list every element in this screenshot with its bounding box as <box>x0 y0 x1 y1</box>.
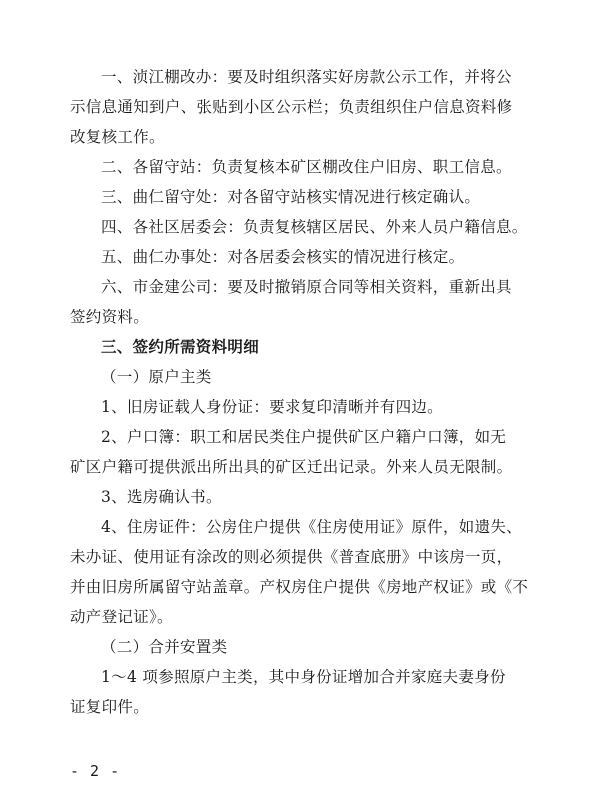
text-line: 六、市金建公司：要及时撤销原合同等相关资料，重新出具 <box>101 278 512 296</box>
text-line: 二、各留守站：负责复核本矿区棚改住户旧房、职工信息。 <box>101 158 512 176</box>
item-housing-certificate <box>70 512 548 632</box>
text-line: 并由旧房所属留守站盖章。产权房住户提供《房地产权证》或《不 <box>70 578 529 596</box>
paragraph-quren-office <box>70 182 548 212</box>
text-line: 示信息通知到户、张贴到小区公示栏；负责组织住户信息资料修 <box>70 98 513 116</box>
text-line: 未办证、使用证有涂改的则必须提供《普查底册》中该房一页， <box>70 548 513 566</box>
text-line: 一、浈江棚改办：要及时组织落实好房款公示工作，并将公 <box>101 68 512 86</box>
paragraph-zhenjiang-office <box>70 62 548 152</box>
paragraph-jinjian-company <box>70 272 548 332</box>
subheading-text: （一）原户主类 <box>101 368 212 386</box>
item-id-card <box>70 392 548 422</box>
text-line: 签约资料。 <box>70 308 150 326</box>
page-number: - 2 - <box>70 762 121 780</box>
text-line: 1、旧房证载人身份证：要求复印清晰并有四边。 <box>101 398 443 416</box>
section-heading <box>70 332 548 362</box>
paragraph-committees <box>70 212 548 242</box>
subheading-text: （二）合并安置类 <box>101 638 228 656</box>
item-household-register <box>70 422 548 482</box>
text-line: 三、曲仁留守处：对各留守站核实情况进行核定确认。 <box>101 188 481 206</box>
text-line: 动产登记证》。 <box>70 608 173 626</box>
heading-text: 三、签约所需资料明细 <box>101 338 260 356</box>
paragraph-quren-agency <box>70 242 548 272</box>
text-line: 3、选房确认书。 <box>101 488 222 506</box>
subsection-heading-original-owner <box>70 362 548 392</box>
paragraph-stations <box>70 152 548 182</box>
text-line: 五、曲仁办事处：对各居委会核实的情况进行核定。 <box>101 248 465 266</box>
item-confirmation <box>70 482 548 512</box>
text-line: 四、各社区居委会：负责复核辖区居民、外来人员户籍信息。 <box>101 218 528 236</box>
text-line: 1～4 项参照原户主类，其中身份证增加合并家庭夫妻身份 <box>101 668 506 686</box>
text-line: 改复核工作。 <box>70 128 165 146</box>
item-merged-reference <box>70 662 548 722</box>
subsection-heading-merged <box>70 632 548 662</box>
text-line: 矿区户籍可提供派出所出具的矿区迁出记录。外来人员无限制。 <box>70 458 513 476</box>
text-line: 4、住房证件：公房住户提供《住房使用证》原件，如遗失、 <box>101 518 522 536</box>
text-line: 2、户口簿：职工和居民类住户提供矿区户籍户口簿，如无 <box>101 428 507 446</box>
text-line: 证复印件。 <box>70 698 150 716</box>
